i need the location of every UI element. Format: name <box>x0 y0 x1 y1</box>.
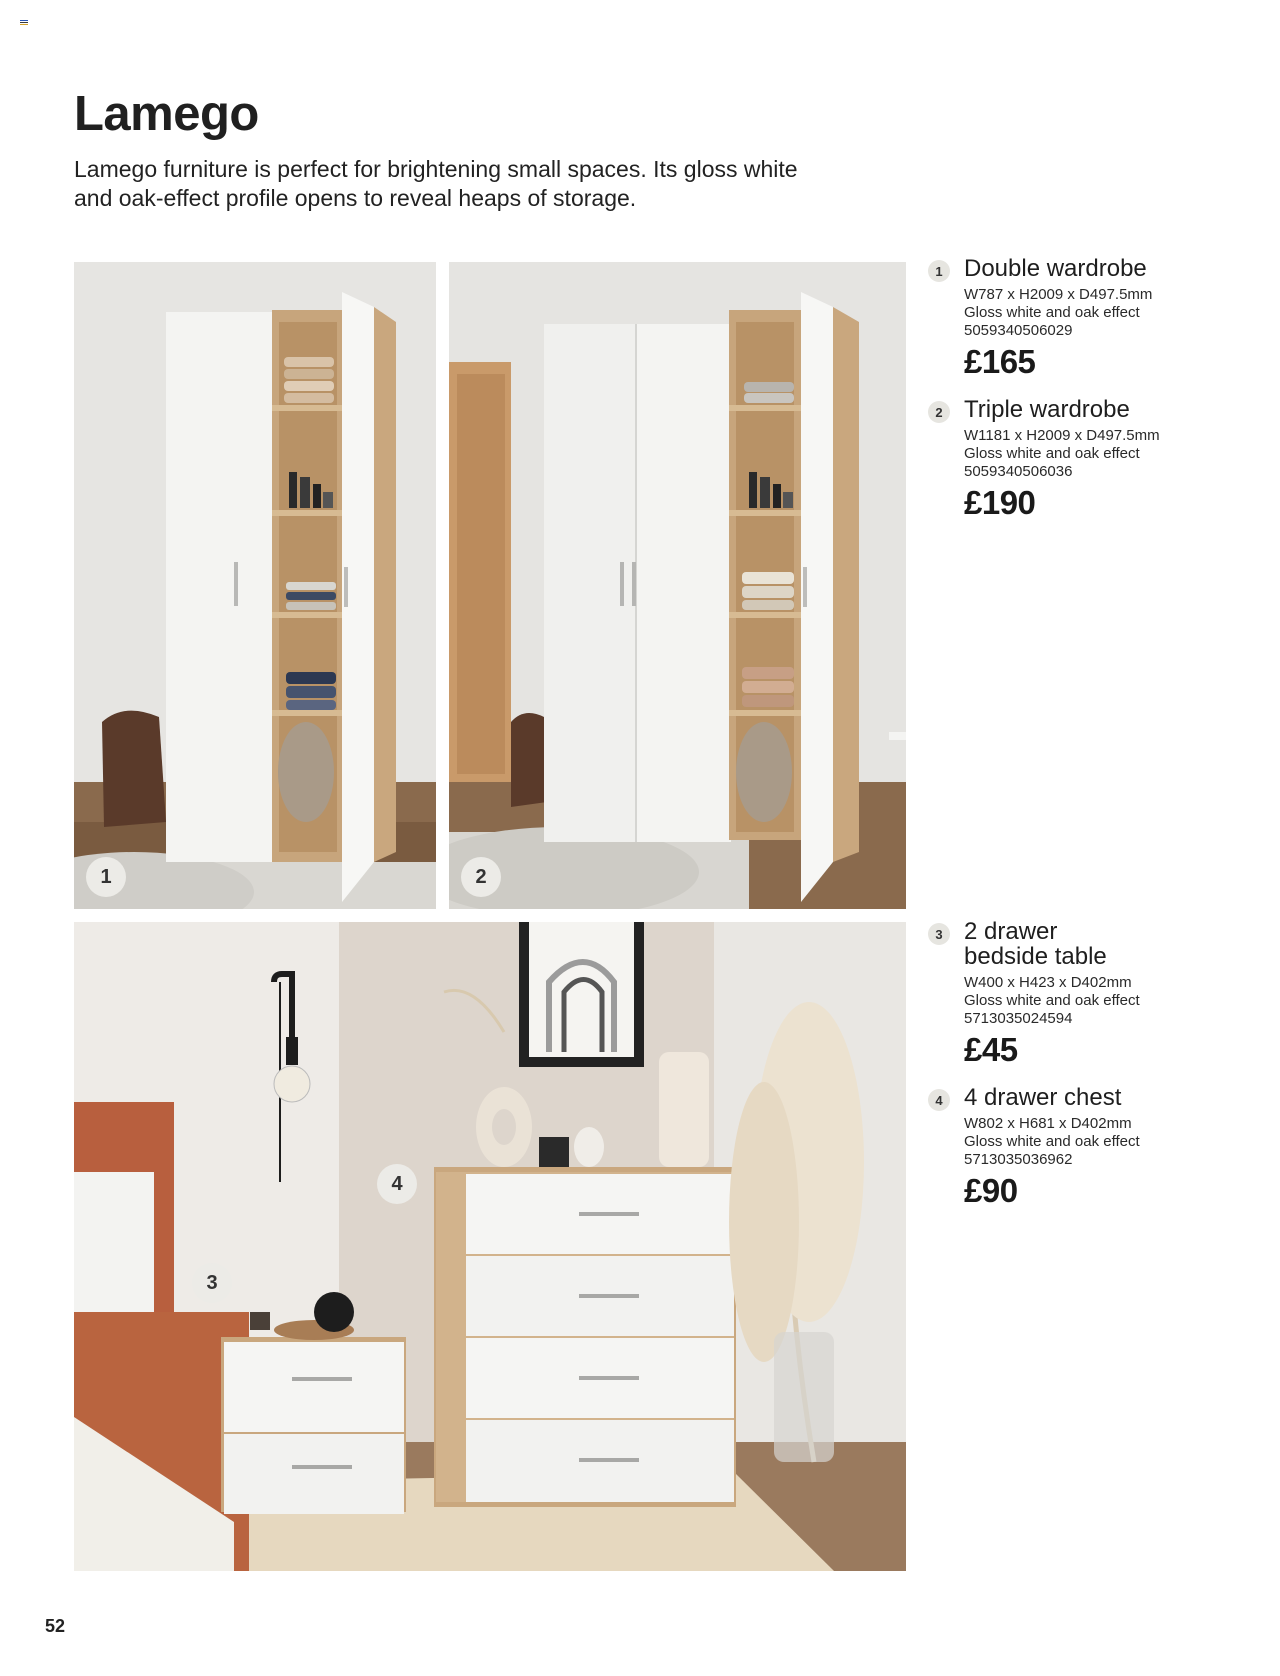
product-specs <box>964 286 1228 340</box>
photo-1-badge: 1 <box>86 857 126 897</box>
product-code: 5713035024594 <box>964 1010 1073 1027</box>
product-name-line-2: bedside table <box>964 943 1107 970</box>
product-finish: Gloss white and oak effect <box>964 445 1140 462</box>
product-number: 1 <box>928 260 950 282</box>
product-name: Double wardrobe <box>964 255 1147 282</box>
product-triple-wardrobe <box>928 397 1228 522</box>
product-double-wardrobe <box>928 256 1228 381</box>
product-specs <box>964 1115 1228 1169</box>
product-code: 5059340506036 <box>964 463 1073 480</box>
product-name <box>964 919 1228 969</box>
page-number: 52 <box>45 1616 66 1636</box>
double-wardrobe-photo <box>74 262 436 909</box>
bedroom-photo <box>74 922 906 1571</box>
product-price: £190 <box>964 484 1036 521</box>
chest-badge: 4 <box>377 1164 417 1204</box>
bedside-table-badge: 3 <box>192 1263 232 1303</box>
product-price: £90 <box>964 1172 1018 1209</box>
product-number: 4 <box>928 1089 950 1111</box>
product-dimensions: W802 x H681 x D402mm <box>964 1115 1132 1132</box>
product-name: Triple wardrobe <box>964 396 1130 423</box>
product-finish: Gloss white and oak effect <box>964 1133 1140 1150</box>
intro-text: Lamego furniture is perfect for brightening small spaces. Its gloss white and oak-effect profile opens to reveal heaps of storage. <box>74 156 798 211</box>
photo-2-badge: 2 <box>461 857 501 897</box>
product-price: £45 <box>964 1031 1018 1068</box>
product-chest <box>928 1085 1228 1210</box>
product-bedside-table <box>928 919 1228 1069</box>
product-code: 5713035036962 <box>964 1151 1073 1168</box>
product-code: 5059340506029 <box>964 322 1073 339</box>
product-dimensions: W400 x H423 x D402mm <box>964 974 1132 991</box>
corner-mark-icon <box>20 20 28 26</box>
product-dimensions: W1181 x H2009 x D497.5mm <box>964 427 1160 444</box>
product-price: £165 <box>964 343 1036 380</box>
product-name-line-1: 2 drawer <box>964 918 1058 945</box>
product-dimensions: W787 x H2009 x D497.5mm <box>964 286 1153 303</box>
product-finish: Gloss white and oak effect <box>964 992 1140 1009</box>
product-number: 3 <box>928 923 950 945</box>
product-finish: Gloss white and oak effect <box>964 304 1140 321</box>
page-title: Lamego <box>74 87 259 141</box>
product-specs <box>964 974 1228 1028</box>
product-name: 4 drawer chest <box>964 1084 1122 1111</box>
product-number: 2 <box>928 401 950 423</box>
triple-wardrobe-photo <box>449 262 906 909</box>
product-specs <box>964 427 1228 481</box>
